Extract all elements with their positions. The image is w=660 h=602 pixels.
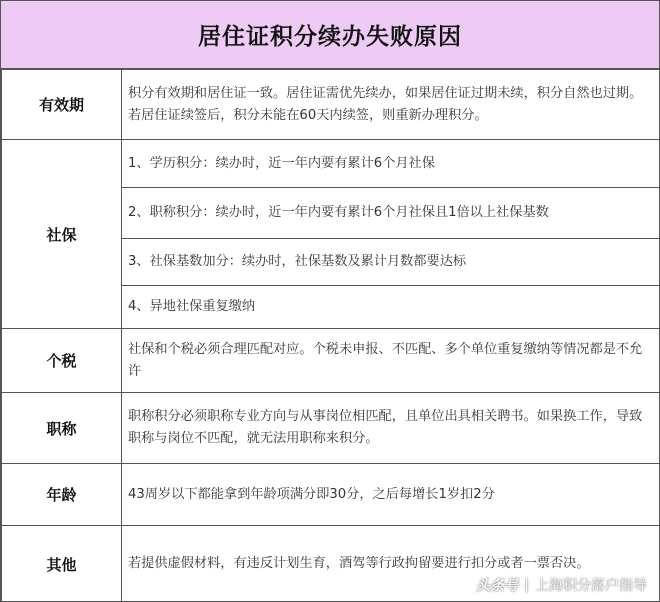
watermark-separator: | [524,577,529,593]
table-row-zhicheng [2,393,660,464]
row-content-youxiao: 积分有效期和居住证一致。居住证需优先续办，如果居住证过期未续，积分自然也过期。若居住证续签后，积分未能在60天内续签，则重新办理积分。 [122,70,660,140]
source-watermark [476,575,647,595]
row-content-nianling: 43周岁以下都能拿到年龄项满分即30分，之后每增长1岁扣2分 [122,464,660,526]
row-label-zhicheng: 职称 [2,393,122,464]
shebao-item-3: 3、社保基数加分：续办时，社保基数及累计月数都要达标 [122,239,660,286]
watermark-logo: 头条号 [476,578,519,594]
page-title: 居住证积分续办失败原因 [198,24,462,50]
shebao-item-4: 4、异地社保重复缴纳 [122,286,660,329]
reasons-grid [1,69,660,602]
row-label-youxiao: 有效期 [2,70,122,140]
table-row-youxiao [2,70,660,140]
row-content-qita: 若提供虚假材料，有违反计划生育，酒驾等行政拘留要进行扣分或者一票否决。 [122,526,660,602]
table-title-bar [1,1,659,69]
row-label-nianling: 年龄 [2,464,122,526]
shebao-item-2: 2、职称积分：续办时，近一年内要有累计6个月社保且1倍以上社保基数 [122,188,660,239]
row-content-zhicheng: 职称积分必须职称专业方向与从事岗位相匹配，且单位出具相关聘书。如果换工作，导致职称与岗位不匹配，就无法用职称来积分。 [122,393,660,464]
row-label-shebao: 社保 [2,140,122,329]
row-label-qita: 其他 [2,526,122,602]
table-row-nianling [2,464,660,526]
table-row-geshui [2,329,660,393]
watermark-text: 上海积分落户指导 [535,578,647,594]
row-label-geshui: 个税 [2,329,122,393]
table-row-shebao-1 [2,140,660,188]
row-content-geshui: 社保和个税必须合理匹配对应。个税未申报、不匹配、多个单位重复缴纳等情况都是不允许 [122,329,660,393]
shebao-item-1: 1、学历积分：续办时，近一年内要有累计6个月社保 [122,140,660,188]
